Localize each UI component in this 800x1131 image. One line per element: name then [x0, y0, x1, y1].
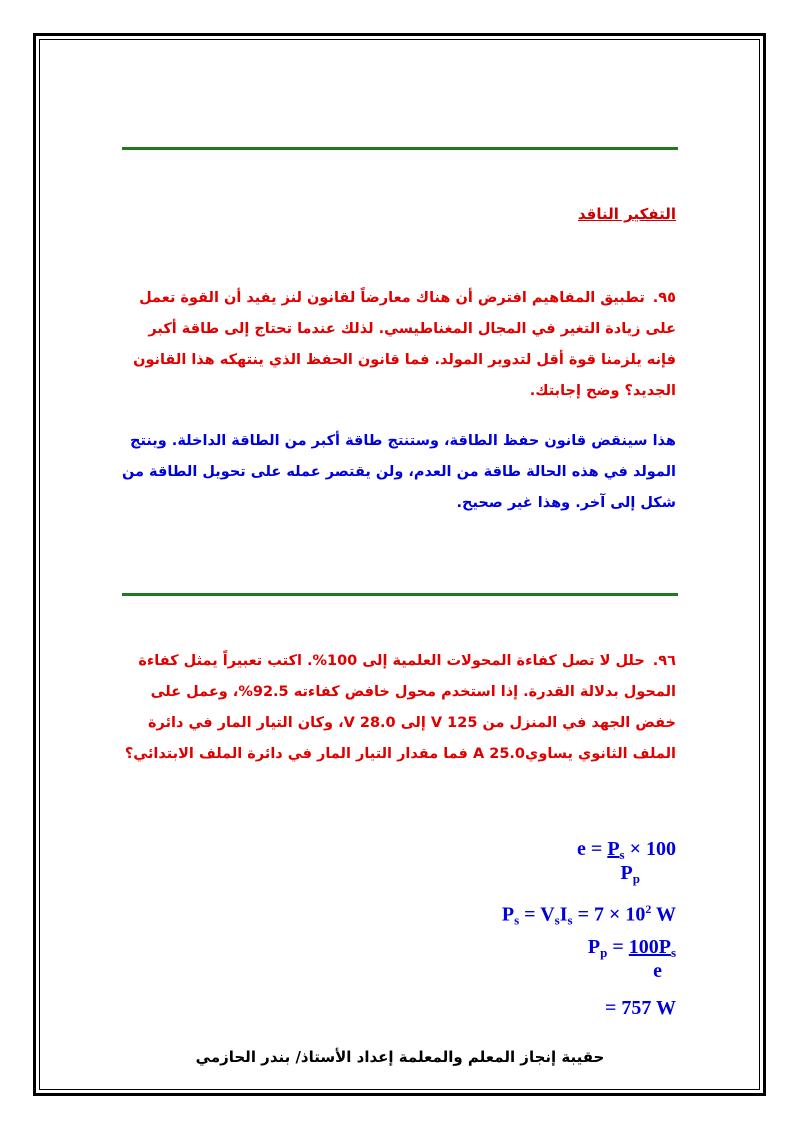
divider-middle [122, 593, 678, 596]
question-96-text: حلل لا تصل كفاءة المحولات العلمية إلى 100%. اكتب تعبيراً يمثل كفاءة المحول بدلالة القدرة. إذا استخدم محول خافض كفاءته 92.5%، وعمل على خفض الجهد في المنزل من 125 V إلى 28.0 V، وكان التيار المار في دائرة الملف الثانوي يساوي25.0 A فما مقدار التيار المار في دائرة الملف الابتدائي؟ [124, 653, 676, 762]
question-96-number: ٩٦. [652, 653, 676, 669]
efficiency-denominator: $P_p$ [620, 862, 640, 886]
divider-top [122, 147, 678, 150]
primary-power-denominator: e [653, 960, 662, 982]
equation-secondary-power: $P_s = V_sI_s = 7 \times 10^2$ W [501, 902, 676, 928]
equation-efficiency: $e = P_s \times 100$ [577, 838, 676, 862]
answer-95: هذا سينقض قانون حفظ الطاقة، وستنتج طاقة أكبر من الطاقة الداخلة. وينتج المولد في هذه الحالة طاقة من العدم، ولن يقتصر عمله على تحويل الطاقة من شكل إلى آخر. وهذا غير صحيح. [121, 433, 676, 511]
equation-result: = 757 W [604, 997, 676, 1019]
equation-primary-power: $P_p = 100P_s$ [587, 936, 676, 960]
question-96 [120, 646, 676, 770]
page-footer: حقيبة إنجاز المعلم والمعلمة إعداد الأستاذ/ بندر الحازمي [195, 1048, 605, 1066]
question-95-text: تطبيق المفاهيم افترض أن هناك معارضاً لقانون لنز يفيد أن القوة تعمل على زيادة التغير في المجال المغناطيسي. لذلك عندما تحتاج إلى طاقة أكبر فإنه يلزمنا قوة أقل لتدوير المولد. فما قانون الحفظ الذي ينتهكه هذا القانون الجديد؟ وضح إجابتك. [133, 290, 676, 399]
section-heading: التفكير الناقد [577, 205, 676, 223]
question-95-number: ٩٥. [652, 290, 676, 306]
primary-power-numerator: $100P_s$ [628, 936, 676, 960]
page-border-inner [39, 39, 760, 1090]
question-95 [120, 283, 676, 407]
efficiency-numerator: $P_s$ [607, 838, 625, 862]
